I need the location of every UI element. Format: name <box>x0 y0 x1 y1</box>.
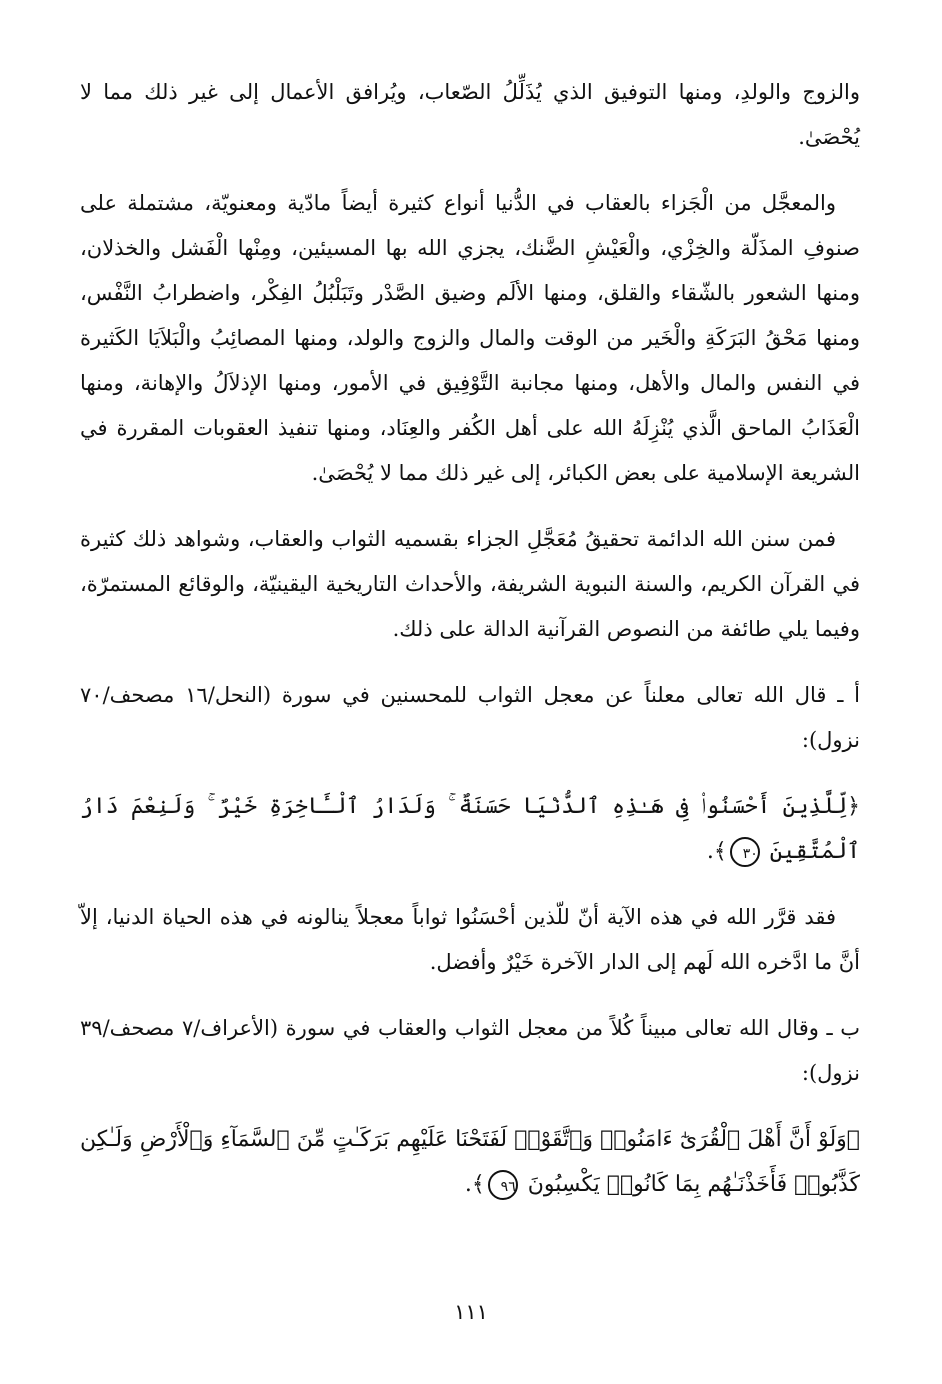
verse-1-text: ﴿لِّلَّذِينَ أَحْسَنُوا۟ فِى هَـٰذِهِ ٱلدُّنْيَا حَسَنَةٌ ۚ وَلَدَارُ ٱلْـَٔاخِرَةِ خَيْرٌ ۚ وَلَنِعْمَ دَارُ ٱلْمُتَّقِينَ <box>80 794 860 864</box>
page-number: ١١١ <box>454 1300 488 1324</box>
paragraph-4: أ ـ قال الله تعالى معلناً عن معجل الثواب للمحسنين في سورة (النحل/١٦ مصحف/٧٠ نزول): <box>80 683 860 752</box>
paragraph-1: والزوج والولدِ، ومنها التوفيق الذي يُذَلِّلُ الصّعاب، ويُرافق الأعمال إلى غير ذلك مما لا يُحْصَىٰ. <box>80 80 860 149</box>
paragraph-5: فقد قرَّر الله في هذه الآية أنّ للّذين أحْسَنُوا ثواباً معجلاً ينالونه في هذه الحياة الدنيا، إلاّ أنَّ ما ادَّخره الله لَهم إلى الدار الآخرة خَيْرٌ وأفضل. <box>80 905 860 974</box>
verse-2-text: ﴿وَلَوْ أَنَّ أَهْلَ ٱلْقُرَىٰٓ ءَامَنُوا۟ وَٱتَّقَوْا۟ لَفَتَحْنَا عَلَيْهِم بَرَكَـٰتٍ مِّنَ ٱلسَّمَآءِ وَٱلْأَرْضِ وَلَـٰكِن كَذَّبُوا۟ فَأَخَذْنَـٰهُم بِمَا كَانُوا۟ يَكْسِبُونَ <box>80 1127 860 1197</box>
verse-1-number-mark: ٣٠ <box>730 837 760 867</box>
quran-verse-2 <box>80 1117 860 1207</box>
paragraph-6: ب ـ وقال الله تعالى مبيناً كُلاً من معجل الثواب والعقاب في سورة (الأعراف/٧ مصحف/٣٩ نزول): <box>80 1016 860 1085</box>
verse-2-end: ﴾. <box>464 1172 485 1197</box>
page-body <box>80 70 860 1228</box>
quran-verse-1 <box>80 784 860 874</box>
paragraph-3: فمن سنن الله الدائمة تحقيقُ مُعَجَّلِ الجزاء بقسميه الثواب والعقاب، وشواهد ذلك كثيرة في القرآن الكريم، والسنة النبوية الشريفة، والأحداث التاريخية اليقينيّة، والوقائع المستمرّة، وفيما يلي طائفة من النصوص القرآنية الدالة على ذلك. <box>80 527 860 641</box>
verse-2-number-mark: ٩٦ <box>488 1170 518 1200</box>
paragraph-2: والمعجَّل من الْجَزاء بالعقاب في الدُّنيا أنواع كثيرة أيضاً مادّية ومعنويّة، مشتملة على صنوفِ المذَلّة والخِزْي، والْعَيْشِ الضَّنك، يجزي الله بها المسيئين، ومِنْها الْفَشل والخذلان، ومنها الشعور بالشّقاء والقلق، ومنها الألَم وضيق الصَّدْر وتَبَلْبُلُ الفِكْر، واضطرابُ النَّفْس، ومنها مَحْقُ البَرَكَةِ والْخَير من الوقت والمال والزوج والولد، ومنها المصائِبُ والْبَلاَيَا الكَثيرة في النفس والمال والأهل، ومنها مجانبة التَّوْفِيق في الأمور، ومنها الإذلاَلُ والإهانة، ومنها الْعَذَابُ الماحق الَّذي يُنْزِلَهُ الله على أهل الكُفر والعِنَاد، ومنها تنفيذ العقوبات المقررة في الشريعة الإسلامية على بعض الكبائر، إلى غير ذلك مما لا يُحْصَىٰ. <box>80 191 860 485</box>
verse-1-end: ﴾. <box>706 839 727 864</box>
